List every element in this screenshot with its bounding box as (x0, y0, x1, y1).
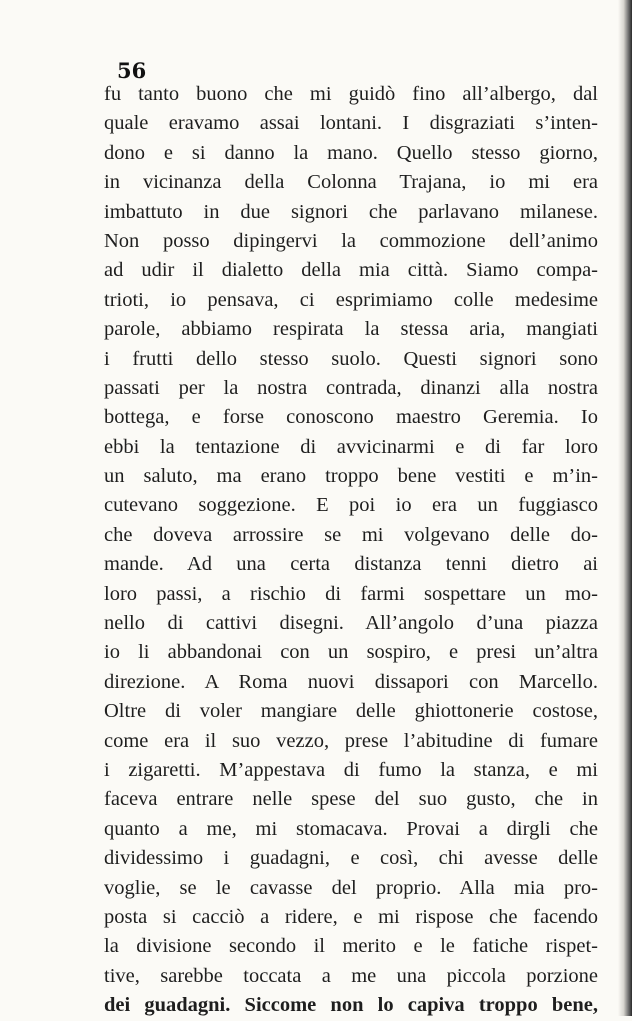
text-line: mande. Ad una certa distanza tenni dietro ai (104, 553, 598, 576)
text-line: i frutti dello stesso suolo. Questi signori sono (104, 347, 598, 370)
text-line: io li abbandonai con un sospiro, e presi un’altra (104, 641, 598, 664)
text-line: tive, sarebbe toccata a me una piccola porzione (104, 964, 598, 987)
text-line: ad udir il dialetto della mia città. Siamo compa- (104, 259, 598, 282)
body-text (104, 80, 598, 1021)
text-line: quanto a me, mi stomacava. Provai a dirgli che (104, 817, 598, 840)
text-line: direzione. A Roma nuovi dissapori con Marcello. (104, 670, 598, 693)
text-line: parole, abbiamo respirata la stessa aria, mangiati (104, 318, 598, 341)
text-line: loro passi, a rischio di farmi sospettare un mo- (104, 582, 598, 605)
text-line: fu tanto buono che mi guidò fino all’albergo, dal (104, 83, 598, 105)
text-line: imbattuto in due signori che parlavano milanese. (104, 200, 598, 223)
text-line: posta si cacciò a ridere, e mi rispose che facendo (104, 905, 598, 928)
text-line: dividessimo i guadagni, e così, chi avesse delle (104, 847, 598, 870)
text-line: Non posso dipingervi la commozione dell’animo (104, 229, 598, 252)
text-line: che doveva arrossire se mi volgevano delle do- (104, 523, 598, 546)
text-line: dei guadagni. Siccome non lo capiva troppo bene, (104, 994, 598, 1017)
text-line: dono e si danno la mano. Quello stesso giorno, (104, 141, 598, 164)
text-line: i zigaretti. M’appestava di fumo la stanza, e mi (104, 758, 598, 781)
text-line: un saluto, ma erano troppo bene vestiti e m’in- (104, 465, 598, 488)
text-line: passati per la nostra contrada, dinanzi alla nostra (104, 376, 598, 399)
text-line: come era il suo vezzo, prese l’abitudine di fumare (104, 729, 598, 752)
page-edge-shadow (618, 0, 632, 1016)
text-line: Oltre di voler mangiare delle ghiottonerie costose, (104, 700, 598, 723)
page-number: 56 (117, 58, 147, 83)
text-line: trioti, io pensava, ci esprimiamo colle medesime (104, 288, 598, 311)
text-line: bottega, e forse conoscono maestro Geremia. Io (104, 406, 598, 429)
text-line: cutevano soggezione. E poi io era un fuggiasco (104, 494, 598, 517)
text-line: la divisione secondo il merito e le fatiche rispet- (104, 935, 598, 958)
text-line: ebbi la tentazione di avvicinarmi e di far loro (104, 435, 598, 458)
text-line: voglie, se le cavasse del proprio. Alla mia pro- (104, 876, 598, 899)
text-line: quale eravamo assai lontani. I disgraziati s’inten- (104, 112, 598, 135)
text-line: in vicinanza della Colonna Trajana, io mi era (104, 171, 598, 194)
text-line: nello di cattivi disegni. All’angolo d’una piazza (104, 612, 598, 635)
text-line: faceva entrare nelle spese del suo gusto, che in (104, 788, 598, 811)
